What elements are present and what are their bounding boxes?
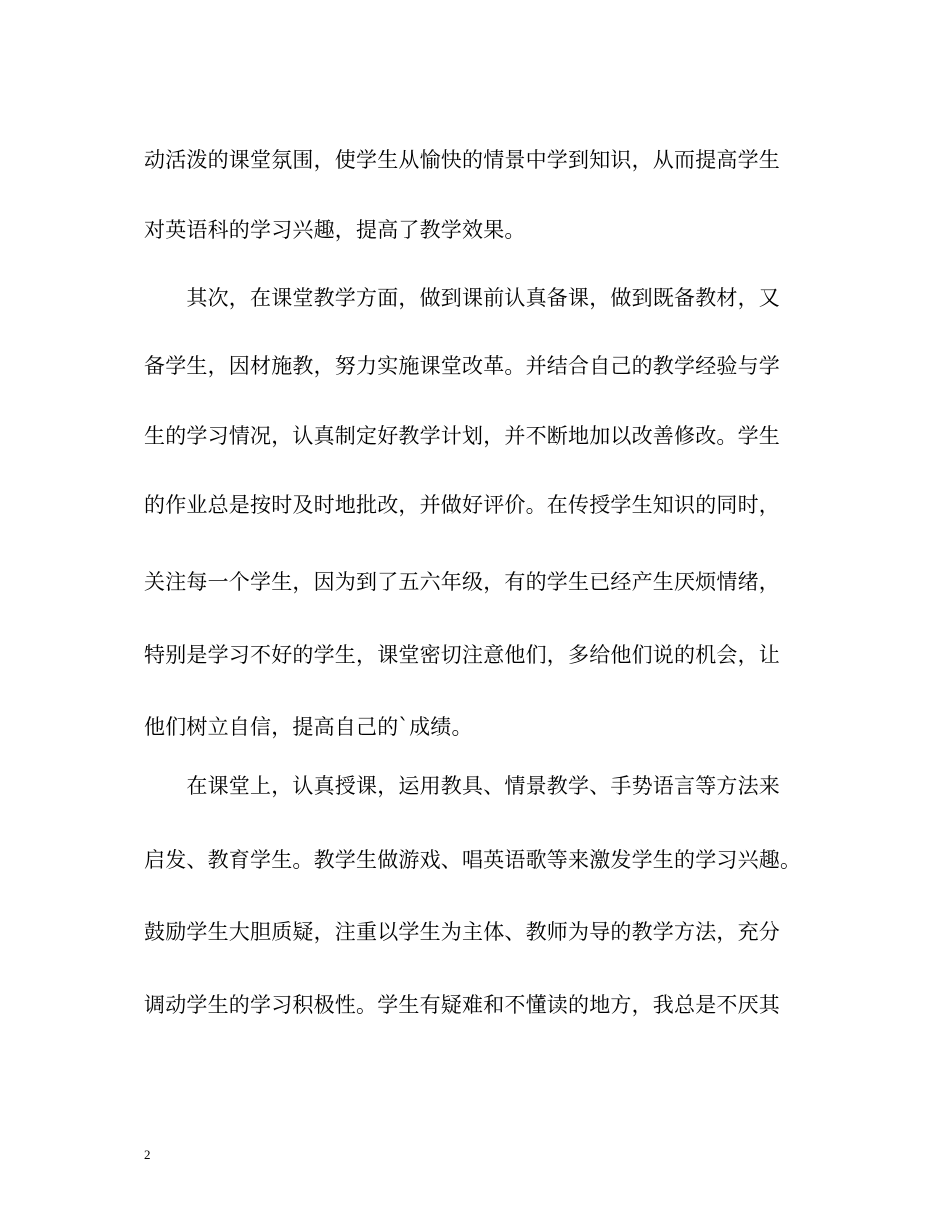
text-line: 动活泼的课堂氛围，使学生从愉快的情景中学到知识，从而提高学生	[144, 148, 780, 172]
text-line: 生的学习情况，认真制定好教学计划，并不断地加以改善修改。学生	[144, 424, 780, 448]
text-line: 备学生，因材施教，努力实施课堂改革。并结合自己的教学经验与学	[144, 354, 780, 378]
text-line: 的作业总是按时及时地批改，并做好评价。在传授学生知识的同时，	[144, 493, 780, 517]
text-line: 调动学生的学习积极性。学生有疑难和不懂读的地方，我总是不厌其	[144, 993, 780, 1017]
text-line: 特别是学习不好的学生，课堂密切注意他们，多给他们说的机会，让	[144, 643, 780, 667]
text-line: 关注每一个学生，因为到了五六年级，有的学生已经产生厌烦情绪，	[144, 570, 780, 594]
text-line: 启发、教育学生。教学生做游戏、唱英语歌等来激发学生的学习兴趣。	[144, 848, 802, 872]
text-line: 对英语科的学习兴趣，提高了教学效果。	[144, 218, 526, 242]
text-line: 其次，在课堂教学方面，做到课前认真备课，做到既备教材，又	[144, 286, 780, 310]
page-number: 2	[144, 1147, 151, 1162]
text-line: 鼓励学生大胆质疑，注重以学生为主体、教师为导的教学方法，充分	[144, 920, 780, 944]
text-line: 他们树立自信，提高自己的`成绩。	[144, 715, 473, 739]
text-line: 在课堂上，认真授课，运用教具、情景教学、手势语言等方法来	[144, 774, 780, 798]
